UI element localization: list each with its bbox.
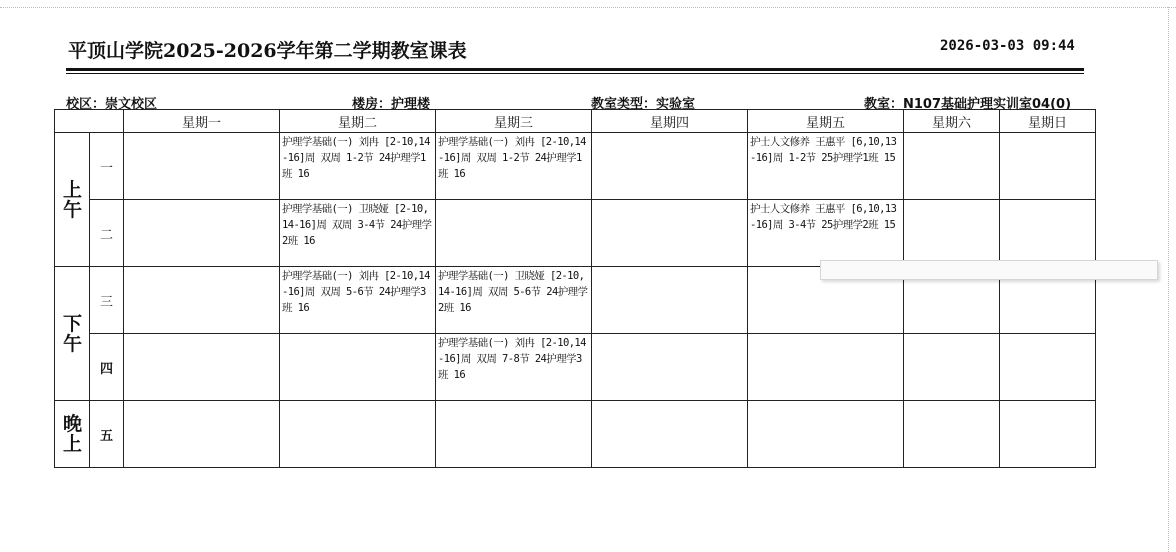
schedule-cell <box>592 267 748 334</box>
schedule-cell <box>592 200 748 267</box>
weekday-header: 星期一 <box>124 110 280 133</box>
weekday-header: 星期六 <box>904 110 1000 133</box>
page-edge-top <box>0 7 1176 8</box>
room-label: 教室：N107基础护理实训室04(0) <box>864 97 1072 112</box>
period-evening: 晚上 <box>55 401 90 468</box>
schedule-cell[interactable] <box>280 267 436 334</box>
schedule-cell <box>592 334 748 401</box>
course-entry: 护理学基础(一) 卫晓娅 [2-10,14-16]周 双周 5-6节 24护理学2班 16 <box>438 270 588 314</box>
schedule-cell <box>904 200 1000 267</box>
weekday-header-row <box>55 110 1096 133</box>
schedule-cell <box>124 200 280 267</box>
schedule-cell <box>748 334 904 401</box>
section-row-2 <box>55 200 1096 267</box>
weekday-header: 星期五 <box>748 110 904 133</box>
room-type-label: 教室类型：实验室 <box>591 97 696 112</box>
course-entry: 护士人文修养 王惠平 [6,10,13-16]周 3-4节 25护理学2班 15 <box>750 203 897 231</box>
section-label: 三 <box>90 267 124 334</box>
schedule-cell[interactable] <box>748 200 904 267</box>
schedule-cell <box>124 267 280 334</box>
timetable <box>54 109 1096 468</box>
schedule-cell[interactable] <box>280 200 436 267</box>
course-entry: 护士人文修养 王惠平 [6,10,13-16]周 1-2节 25护理学1班 15 <box>750 136 897 164</box>
page-title: 平顶山学院2025-2026学年第二学期教室课表 <box>68 40 467 62</box>
section-row-4 <box>55 334 1096 401</box>
campus-label: 校区：崇文校区 <box>66 97 158 112</box>
section-label: 二 <box>90 200 124 267</box>
schedule-cell <box>1000 200 1096 267</box>
tooltip-ghost <box>820 260 1158 280</box>
schedule-cell <box>124 133 280 200</box>
section-label: 五 <box>90 401 124 468</box>
page-edge-right <box>1168 7 1169 552</box>
header-rule-thin <box>66 73 1084 74</box>
section-label: 四 <box>90 334 124 401</box>
course-entry: 护理学基础(一) 刘冉 [2-10,14-16]周 双周 1-2节 24护理学1班 16 <box>438 136 586 180</box>
section-row-1 <box>55 133 1096 200</box>
schedule-cell[interactable] <box>748 133 904 200</box>
schedule-cell <box>1000 133 1096 200</box>
period-morning: 上午 <box>55 133 90 267</box>
section-row-5 <box>55 401 1096 468</box>
course-entry: 护理学基础(一) 卫晓娅 [2-10,14-16]周 双周 3-4节 24护理学2班 16 <box>282 203 432 247</box>
schedule-cell <box>280 401 436 468</box>
schedule-cell <box>436 200 592 267</box>
schedule-cell <box>904 401 1000 468</box>
weekday-header: 星期三 <box>436 110 592 133</box>
print-timestamp: 2026-03-03 09:44 <box>940 38 1075 54</box>
weekday-header: 星期四 <box>592 110 748 133</box>
schedule-cell[interactable] <box>436 133 592 200</box>
course-entry: 护理学基础(一) 刘冉 [2-10,14-16]周 双周 1-2节 24护理学1班 16 <box>282 136 430 180</box>
weekday-header: 星期日 <box>1000 110 1096 133</box>
schedule-cell <box>592 133 748 200</box>
schedule-cell <box>904 133 1000 200</box>
course-entry: 护理学基础(一) 刘冉 [2-10,14-16]周 双周 7-8节 24护理学3班 16 <box>438 337 586 381</box>
schedule-cell[interactable] <box>280 133 436 200</box>
building-label: 楼房：护理楼 <box>352 97 431 112</box>
schedule-cell <box>748 401 904 468</box>
header-rule-thick <box>66 68 1084 71</box>
period-afternoon: 下午 <box>55 267 90 401</box>
schedule-cell[interactable] <box>436 267 592 334</box>
schedule-cell <box>436 401 592 468</box>
schedule-cell <box>592 401 748 468</box>
section-label: 一 <box>90 133 124 200</box>
weekday-header: 星期二 <box>280 110 436 133</box>
corner-cell <box>55 110 124 133</box>
schedule-cell[interactable] <box>436 334 592 401</box>
schedule-cell <box>1000 334 1096 401</box>
schedule-cell <box>280 334 436 401</box>
schedule-cell <box>124 401 280 468</box>
schedule-cell <box>124 334 280 401</box>
schedule-cell <box>1000 401 1096 468</box>
course-entry: 护理学基础(一) 刘冉 [2-10,14-16]周 双周 5-6节 24护理学3班 16 <box>282 270 430 314</box>
schedule-cell <box>904 334 1000 401</box>
